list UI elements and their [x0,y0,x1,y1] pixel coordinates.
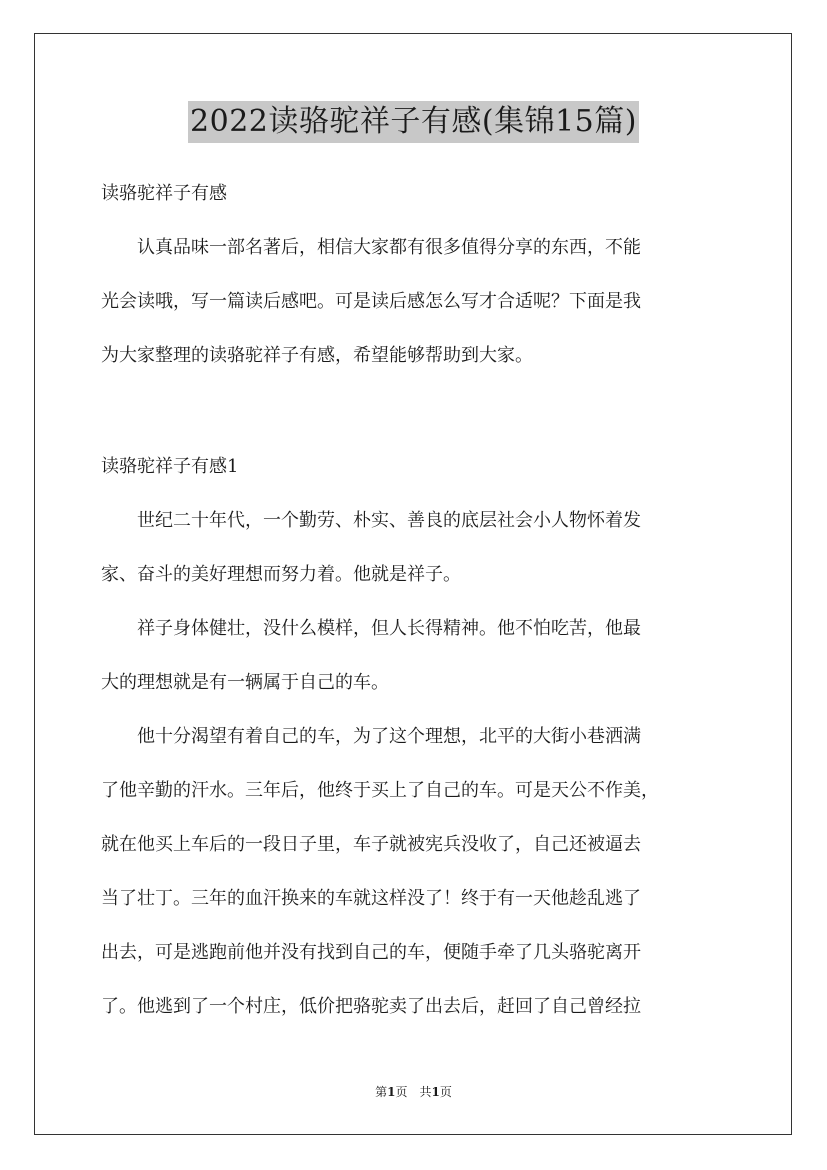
heading-1: 读骆驼祥子有感1 [101,456,239,477]
para1-line-1: 世纪二十年代，一个勤劳、朴实、善良的底层社会小人物怀着发 [101,510,641,531]
para2-line-1: 祥子身体健壮，没什么模样，但人长得精神。他不怕吃苦，他最 [101,618,641,639]
para3-line-6: 了。他逃到了一个村庄，低价把骆驼卖了出去后，赶回了自己曾经拉 [101,996,641,1017]
footer-page-suffix: 页 [439,1085,452,1099]
footer-page-mid: 页 共 [395,1085,432,1099]
para3-line-2: 了他辛勤的汗水。三年后，他终于买上了自己的车。可是天公不作美， [101,780,659,801]
para3-line-1: 他十分渴望有着自己的车，为了这个理想，北平的大街小巷洒满 [101,726,641,747]
intro-line-3: 为大家整理的读骆驼祥子有感，希望能够帮助到大家。 [101,345,533,366]
intro-line-2: 光会读哦，写一篇读后感吧。可是读后感怎么写才合适呢？下面是我 [101,291,641,312]
footer-page-current: 1 [387,1085,396,1099]
para3-line-5: 出去，可是逃跑前他并没有找到自己的车，便随手牵了几头骆驼离开 [101,942,641,963]
title-container [0,101,827,143]
footer-page-total: 1 [431,1085,440,1099]
document-title: 2022读骆驼祥子有感(集锦15篇) [188,101,639,143]
intro-line-1: 认真品味一部名著后，相信大家都有很多值得分享的东西，不能 [101,237,641,258]
page-footer [0,1084,827,1100]
para3-line-4: 当了壮丁。三年的血汗换来的车就这样没了！终于有一天他趁乱逃了 [101,888,641,909]
footer-page-prefix: 第 [375,1085,388,1099]
para2-line-2: 大的理想就是有一辆属于自己的车。 [101,672,389,693]
para1-line-2: 家、奋斗的美好理想而努力着。他就是祥子。 [101,564,461,585]
para3-line-3: 就在他买上车后的一段日子里，车子就被宪兵没收了，自己还被逼去 [101,834,641,855]
heading-intro: 读骆驼祥子有感 [101,183,227,204]
